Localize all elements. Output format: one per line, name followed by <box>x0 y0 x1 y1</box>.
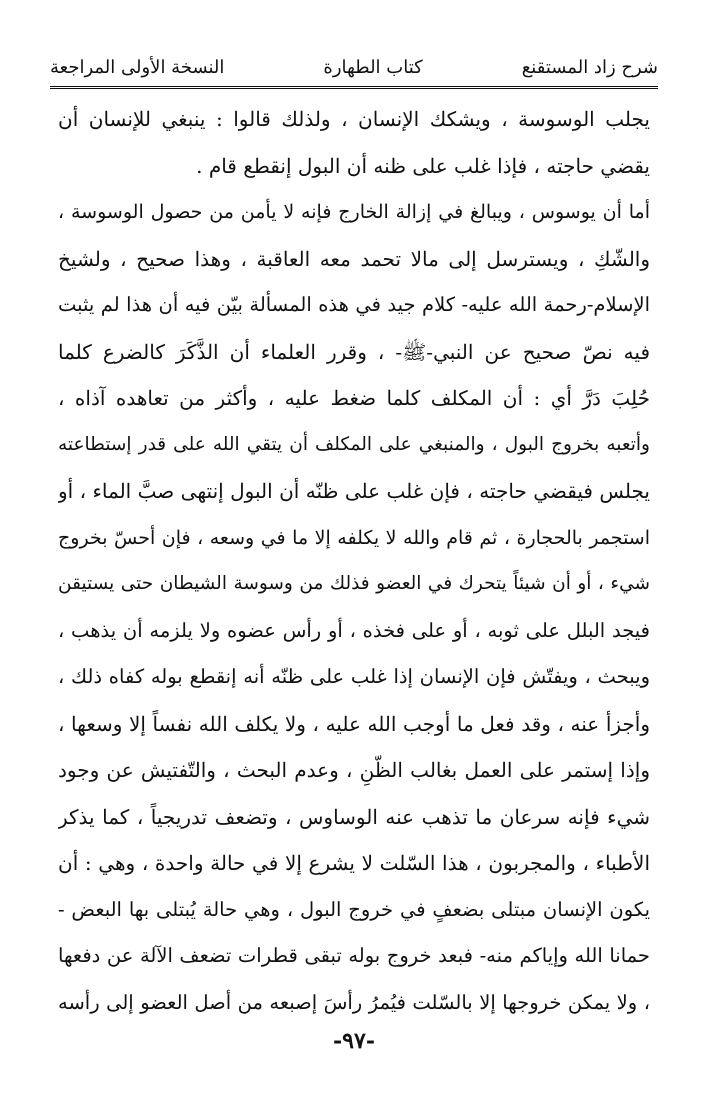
header-chapter: كتاب الطهارة <box>323 57 423 78</box>
body-text <box>58 96 650 1026</box>
page-header <box>50 52 658 84</box>
text-line: وأتعبه بخروج البول ، والمنبغي على المكلف أن يتقي الله على قدر إستطاعته <box>58 433 650 455</box>
text-line: وإذا إستمر على العمل بغالب الظّنِ ، وعدم البحث ، والتّفتيش عن وجود <box>58 758 650 782</box>
text-line: فيه نصّ صحيح عن النبي-ﷺ- ، وقرر العلماء أن الذَّكَرَ كالضرع كلما <box>58 339 650 364</box>
text-line: يقضي حاجته ، فإذا غلب على ظنه أن البول إنقطع قام . <box>196 153 650 178</box>
text-line: حُلِبَ دَرَّ أي : أن المكلف كلما ضغط عليه ، وأكثر من تعاهده آذاه ، <box>58 386 650 410</box>
text-line: وأجزأ عنه ، وقد فعل ما أوجب الله عليه ، ولا يكلف الله نفساً إلا وسعها ، <box>58 711 650 736</box>
text-line: شيء فإنه سرعان ما تذهب عنه الوساوس ، وتضعف تدريجياً ، كما يذكر <box>58 804 650 829</box>
text-line: ويبحث ، ويفتّش فإن الإنسان إذا غلب على ظنّه أنه إنقطع بوله كفاه ذلك ، <box>58 665 650 688</box>
text-line: فيجد البلل على ثوبه ، أو على فخذه ، أو رأس عضوه ولا يلزمه أن يذهب ، <box>58 618 650 642</box>
text-line: والشّكِ ، ويسترسل إلى مالا تحمد معه العاقبة ، وهذا صحيح ، ولشيخ <box>58 246 650 271</box>
text-line: الأطباء ، والمجربون ، هذا السّلت لا يشرع إلا في حالة واحدة ، وهي : أن <box>58 851 650 875</box>
page-number: -٩٧- <box>333 1028 375 1054</box>
text-line: يكون الإنسان مبتلى بضعفٍ في خروج البول ، وهي حالة يُبتلى بها البعض - <box>58 897 650 921</box>
text-line: يجلب الوسوسة ، ويشكك الإنسان ، ولذلك قالوا : ينبغي للإنسان أن <box>58 107 650 131</box>
text-line: الإسلام-رحمة الله عليه- كلام جيد في هذه المسألة بيّن فيه أن هذا لم يثبت <box>58 293 650 316</box>
text-line: شيء ، أو أن شيئاً يتحرك في العضو فذلك من وسوسة الشيطان حتى يستيقن <box>58 573 650 594</box>
text-line: حمانا الله وإياكم منه- فبعد خروج بوله تبقى قطرات تضعف الآلة عن دفعها <box>58 944 650 967</box>
header-edition: النسخة الأولى المراجعة <box>50 57 225 78</box>
text-line: أما أن يوسوس ، ويبالغ في إزالة الخارج فإنه لا يأمن من حصول الوسوسة ، <box>58 201 650 223</box>
text-line: يجلس فيقضي حاجته ، فإن غلب على ظنّه أن البول إنتهى صبَّ الماء ، أو <box>58 479 650 503</box>
header-book-title: شرح زاد المستقنع <box>521 57 658 78</box>
text-line: استجمر بالحجارة ، ثم قام والله لا يكلفه إلا ما في وسعه ، فإن أحسّ بخروج <box>58 526 650 549</box>
header-divider <box>50 86 658 89</box>
text-line: ، ولا يمكن خروجها إلا بالسّلت فيُمرُ رأسَ إصبعه من أصل العضو إلى رأسه <box>58 990 650 1014</box>
